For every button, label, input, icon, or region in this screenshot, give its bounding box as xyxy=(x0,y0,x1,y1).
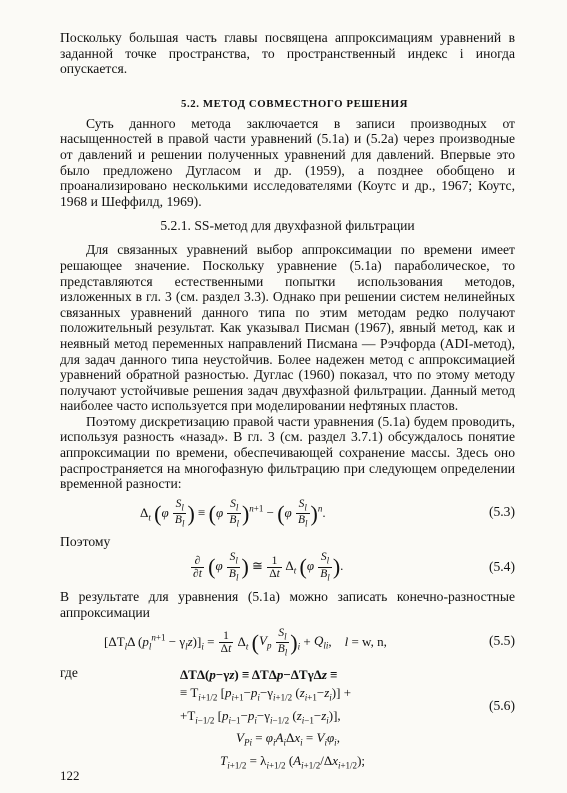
page-body xyxy=(60,30,515,771)
label-therefore: Поэтому xyxy=(60,533,111,549)
intro-paragraph: Поскольку большая часть главы посвящена аппроксимациям уравнений в заданной точке пространства, то пространственный индекс i иногда опускается. xyxy=(60,30,515,77)
paragraph-1: Для связанных уравнений выбор аппроксимации по времени имеет решающее значение. Поскольку уравнение (5.1а) параболическое, то представляются естественными попытки использования методов, изложенных в гл. 3 (см. раздел 3.3). Однако при решении систем нелинейных связанных уравнений данного типа по этим методам редко получают положительный результат. Как указывал Писман (1967), явный метод, как и неявный метод переменных направлений Писмана — Рэчфорда (ADI-метод), для задач данного типа неустойчив. Более надежен метод с аппроксимацией уравнений обратной разностью. Дуглас (1960) показал, что по этому методу получают устойчивые решения задач двухфазной фильтрации. Данный метод наиболее часто используется при моделировании нефтяных пластов. xyxy=(60,242,515,414)
equation-number: (5.3) xyxy=(488,503,515,519)
page-number: 122 xyxy=(60,768,80,783)
subsection-heading: 5.2.1. SS-метод для двухфазной фильтрации xyxy=(160,218,415,234)
equation-5-5: [$\Delta T_l\Delta$ $(p_l^{n+1} - \gamma_lz)]_i$ = $\frac{1}{\Delta t}$ $\Delta_t$ ($V_p$ $\frac{S_l}{B_l}$ )$_i + Q_{li}$, l = w, n, (5.5) xyxy=(104,626,515,658)
equation-number: (5.6) xyxy=(488,698,515,714)
equation-number: (5.4) xyxy=(488,559,515,575)
paragraph-3: В результате для уравнения (5.1а) можно записать конечно-разностные аппроксимации xyxy=(60,589,515,621)
equation-5-3: $\Delta_t$ (φ $\frac{S_l}{B_l}$ ) ≡ (φ $\frac{S_l}{B_l}$ )$^{n+1}$ − (φ $\frac{S_l}{B_l}$ )$^n$. (5.3) xyxy=(140,497,515,529)
equation-5-4: $\frac{\partial}{\partial t}$ (φ $\frac{S_l}{B_l}$ ) ≅ $\frac{1}{\Delta t}$ $\Delta_t$ (φ $\frac{S_l}{B_l}$ ). (5.4) xyxy=(193,551,515,583)
paragraph-2: Поэтому дискретизацию правой части уравнения (5.1а) будем проводить, используя разность «назад». В гл. 3 (см. раздел 3.7.1) обсуждалось понятие аппроксимации по времени, обеспечивающей сохранение массы. Здесь оно распространяется на многофазную фильтрацию при следующем определении временной разности: xyxy=(60,413,515,492)
section-heading: 5.2. МЕТОД СОВМЕСТНОГО РЕШЕНИЯ xyxy=(180,97,409,110)
equation-5-6: ΔTΔ(p−γz) ≡ ΔTΔp−ΔTγΔz ≡ ≡ $T_{i+1/2}$ [$p_{i+1}-p_i-\gamma_{i+1/2}$ $(z_{i+1}-z_i)$] + $+T_{i-1/2}$ [$p_{i-1}-p_i-\gamma_{i-1/2}$ $(z_{i-1}-z_i)$], $V_{Pi} = \varphi_iA_i\Delta x_i = V_i\varphi_i$, $T_{i+1/2} = \lambda_{i+1/2}$ $(A_{i+1/2}/\Delta x_{i+1/2})$; (5.6) xyxy=(180,667,515,771)
label-where: где xyxy=(60,664,78,680)
section-paragraph: Суть данного метода заключается в записи производных от насыщенностей в правой части уравнений (5.1а) и (5.2а) через производные от давлений и решении полученных уравнений для давлений. Впервые это было предложено Дугласом и др. (1959), а позднее обобщено и проанализировано несколькими исследователями (Коутс и др., 1967; Коутс, 1968 и Шеффилд, 1969). xyxy=(60,115,515,209)
equation-number: (5.5) xyxy=(488,632,515,648)
